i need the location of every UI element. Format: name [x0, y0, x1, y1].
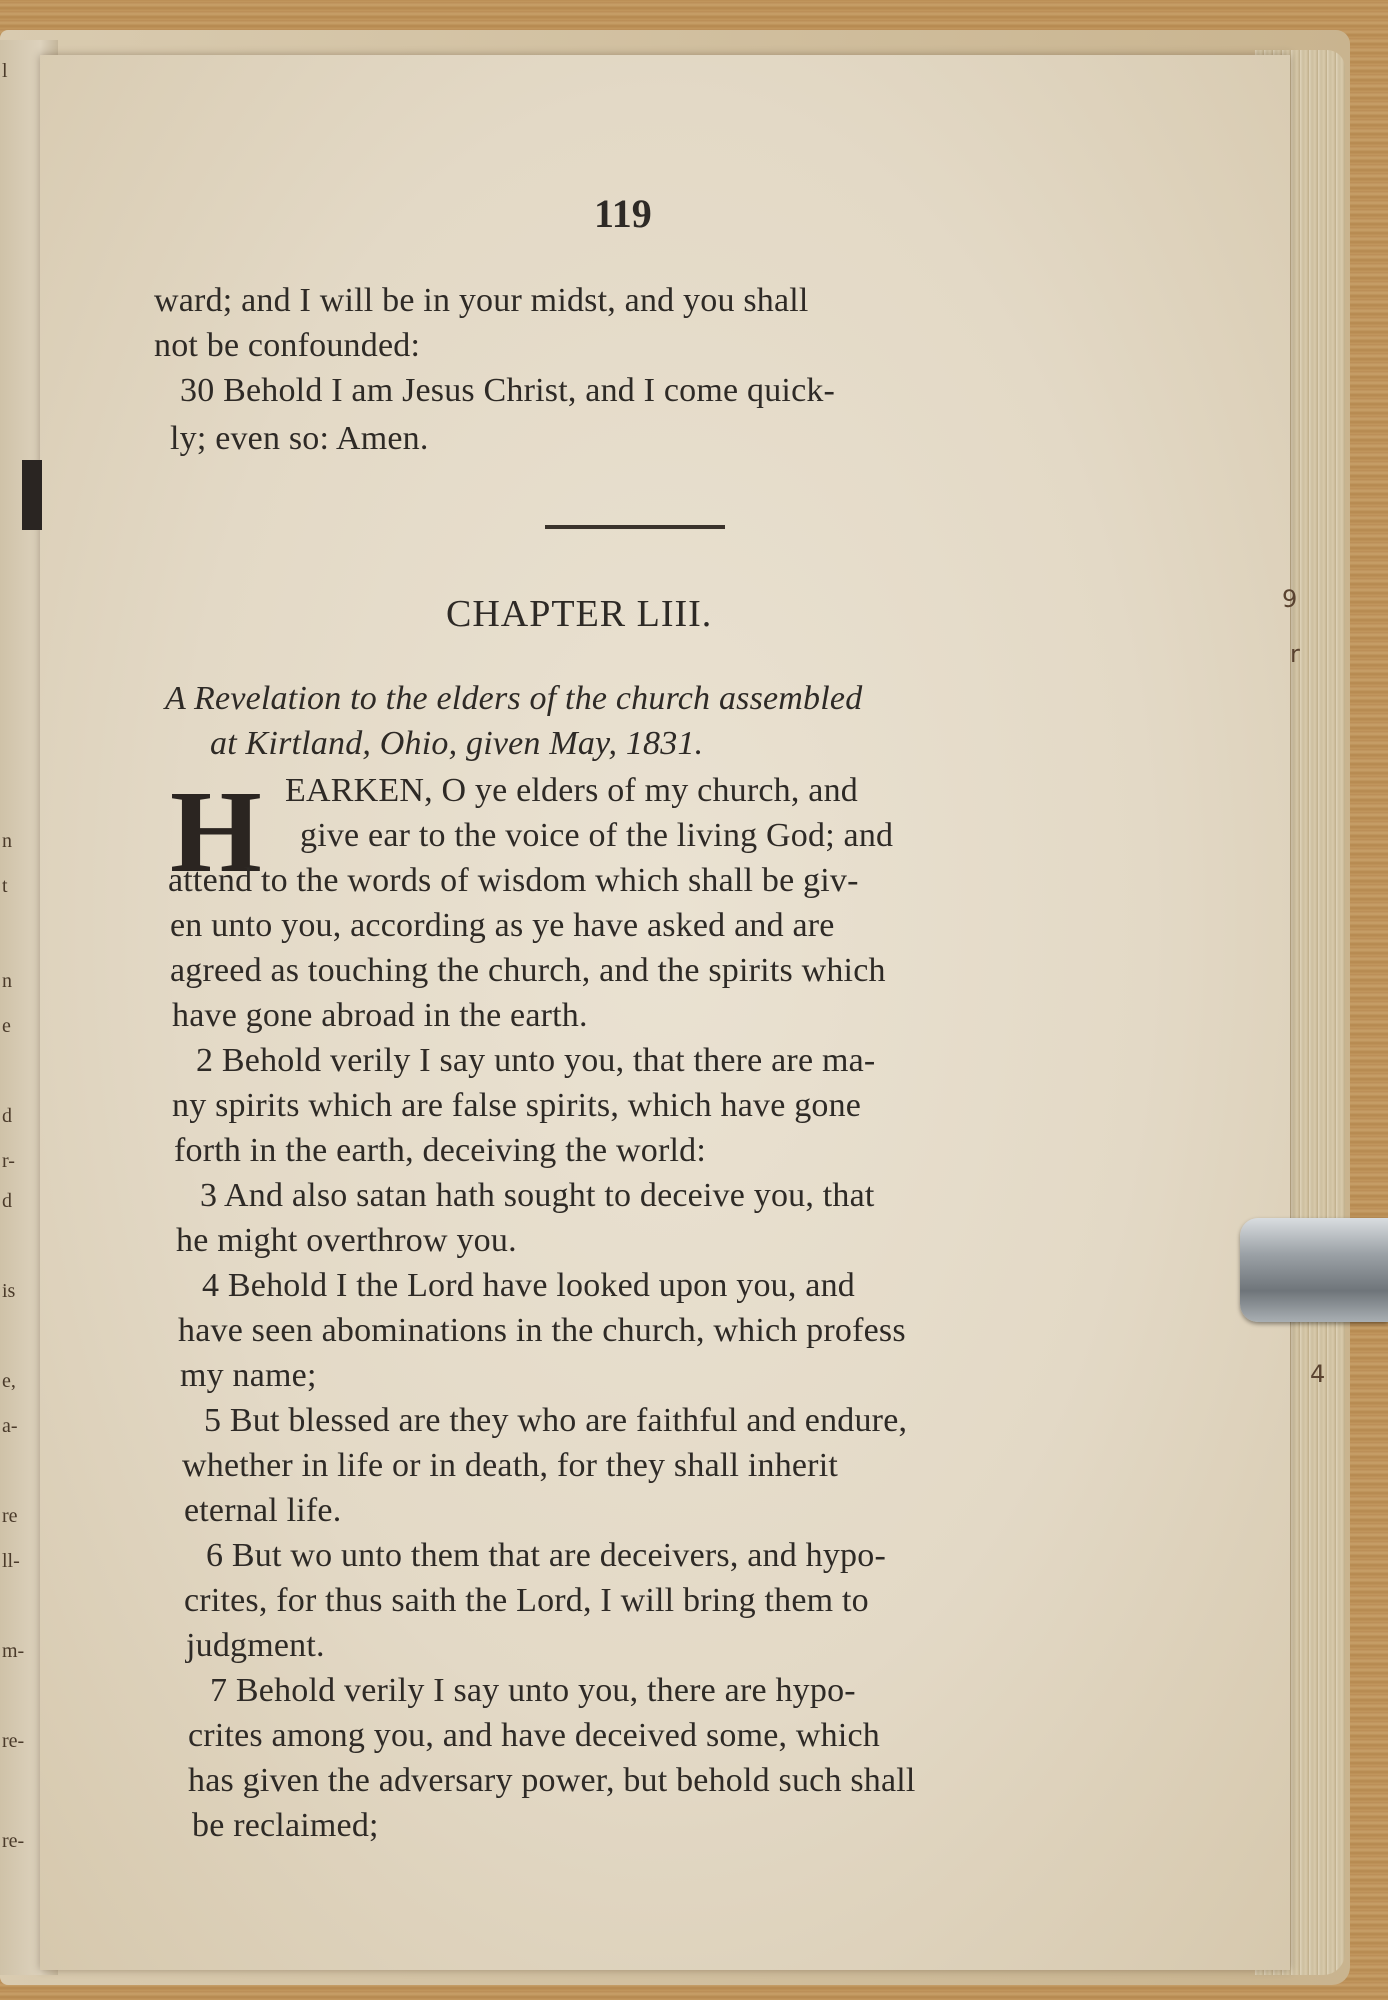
prev-page-fragment: t [2, 875, 8, 897]
prev-page-fragment: re- [2, 1730, 25, 1752]
chapter-title: CHAPTER LIII. [446, 593, 713, 635]
text-line: 6 But wo unto them that are deceivers, and hypo- [206, 1537, 886, 1574]
text-line: 30 Behold I am Jesus Christ, and I come quick- [180, 372, 836, 409]
prev-page-fragment: is [2, 1280, 16, 1302]
text-line: crites among you, and have deceived some, which [188, 1717, 881, 1754]
margin-handwriting: 9 [1282, 585, 1298, 613]
spine-tab-mark [22, 460, 42, 530]
text-line: ward; and I will be in your midst, and you shall [154, 282, 809, 319]
text-line: agreed as touching the church, and the spirits which [170, 952, 886, 989]
text-line: judgment. [186, 1627, 325, 1664]
text-line: 7 Behold verily I say unto you, there are hypo- [210, 1672, 856, 1709]
text-line: be reclaimed; [192, 1807, 379, 1844]
text-line: EARKEN, O ye elders of my church, and [285, 772, 858, 809]
prev-page-fragment: r- [2, 1150, 15, 1172]
drop-cap: H [170, 766, 262, 897]
text-line: forth in the earth, deceiving the world: [174, 1132, 706, 1169]
prev-page-fragment: d [2, 1190, 12, 1212]
text-line: attend to the words of wisdom which shall be giv- [168, 862, 859, 899]
text-line: have gone abroad in the earth. [172, 997, 588, 1034]
text-line: ly; even so: Amen. [170, 420, 429, 457]
text-line: 3 And also satan hath sought to deceive you, that [200, 1177, 875, 1214]
text-line: give ear to the voice of the living God; and [300, 817, 894, 854]
text-line: has given the adversary power, but behold such shall [188, 1762, 916, 1799]
text-line: 4 Behold I the Lord have looked upon you, and [202, 1267, 855, 1304]
section-divider [545, 525, 725, 529]
prev-page-fragment: re [2, 1505, 18, 1527]
prev-page-fragment: ll- [2, 1550, 20, 1572]
text-line: not be confounded: [154, 327, 421, 364]
prev-page-fragment: e [2, 1015, 11, 1037]
prev-page-fragment: n [2, 830, 12, 852]
text-line: eternal life. [184, 1492, 342, 1529]
text-line: whether in life or in death, for they shall inherit [182, 1447, 839, 1484]
chapter-heading-line: A Revelation to the elders of the church assembled [165, 680, 863, 717]
text-line: en unto you, according as ye have asked and are [170, 907, 835, 944]
prev-page-fragment: a- [2, 1415, 18, 1437]
text-line: my name; [180, 1357, 317, 1394]
prev-page-fragment: d [2, 1105, 12, 1127]
text-line: ny spirits which are false spirits, which have gone [172, 1087, 862, 1124]
margin-handwriting: 4 [1310, 1360, 1326, 1388]
text-line: crites, for thus saith the Lord, I will bring them to [184, 1582, 869, 1619]
chapter-heading-line: at Kirtland, Ohio, given May, 1831. [210, 725, 704, 762]
text-line: he might overthrow you. [176, 1222, 517, 1259]
prev-page-fragment: e, [2, 1370, 16, 1392]
margin-handwriting: r [1290, 640, 1300, 668]
text-line: have seen abominations in the church, which profess [178, 1312, 906, 1349]
text-line: 5 But blessed are they who are faithful and endure, [204, 1402, 908, 1439]
prev-page-fragment: m- [2, 1640, 25, 1662]
prev-page-fragment: re- [2, 1830, 25, 1852]
metal-page-clip [1240, 1218, 1388, 1322]
prev-page-fragment: n [2, 970, 12, 992]
text-line: 2 Behold verily I say unto you, that there are ma- [196, 1042, 876, 1079]
page-number: 119 [594, 191, 652, 236]
prev-page-fragment: l [2, 60, 8, 82]
